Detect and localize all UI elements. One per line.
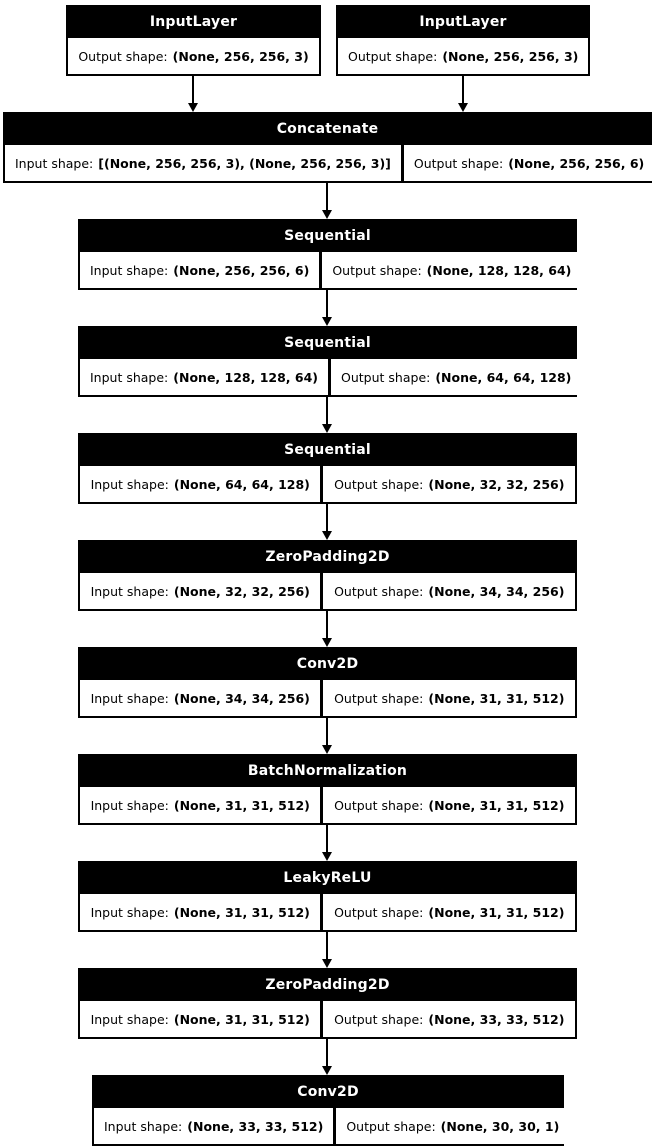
edge-arrow-seq3-to-zeropad1	[322, 504, 332, 540]
edge-line	[326, 290, 328, 318]
shape-label: Input shape:	[90, 262, 169, 278]
edge-line	[326, 718, 328, 746]
arrowhead-icon	[458, 103, 468, 112]
edge-arrow-seq1-to-seq2	[322, 290, 332, 326]
output-shape-cell	[323, 466, 575, 502]
arrowhead-icon	[322, 959, 332, 968]
edge-line	[326, 504, 328, 532]
layer-type-label: Sequential	[284, 441, 371, 458]
edge-line	[326, 397, 328, 425]
input-shape-cell	[5, 145, 401, 181]
arrowhead-icon	[322, 210, 332, 219]
output-shape-cell	[323, 1001, 575, 1037]
shape-label: Output shape:	[341, 369, 431, 385]
layer-type-label: LeakyReLU	[283, 869, 372, 886]
shape-label: Output shape:	[334, 583, 424, 599]
shape-value: (None, 33, 33, 512)	[428, 1011, 565, 1027]
edge-arrow-batchnorm-to-leakyrelu	[322, 825, 332, 861]
edge-line	[326, 1039, 328, 1067]
input-shape-cell	[80, 252, 319, 288]
output-shape-cell	[323, 787, 575, 823]
shape-label: Output shape:	[334, 476, 424, 492]
shape-label: Input shape:	[90, 797, 169, 813]
layer-type-label: Sequential	[284, 334, 371, 351]
layer-type-label: Concatenate	[276, 120, 379, 137]
output-shape-cell	[336, 1108, 569, 1144]
layer-type-label: ZeroPadding2D	[265, 976, 390, 993]
shape-value: (None, 64, 64, 128)	[173, 476, 310, 492]
shape-cells-row	[336, 38, 590, 76]
layer-node-conv1	[78, 647, 577, 718]
shape-value: (None, 34, 34, 256)	[173, 690, 310, 706]
edge-line	[326, 183, 328, 211]
shape-value: (None, 31, 31, 512)	[428, 797, 565, 813]
shape-value: (None, 256, 256, 3)	[442, 48, 579, 64]
edge-arrow-zeropad1-to-conv1	[322, 611, 332, 647]
output-shape-cell	[338, 38, 588, 74]
shape-value: (None, 30, 30, 1)	[440, 1118, 560, 1134]
edge-arrow-concat-to-seq1	[322, 183, 332, 219]
shape-value: (None, 32, 32, 256)	[173, 583, 310, 599]
arrowhead-icon	[322, 317, 332, 326]
shape-label: Input shape:	[90, 476, 169, 492]
output-shape-cell	[323, 573, 575, 609]
shape-value: (None, 256, 256, 6)	[508, 155, 645, 171]
shape-label: Output shape:	[348, 48, 438, 64]
shape-cells-row	[78, 787, 577, 825]
shape-value: (None, 31, 31, 512)	[173, 797, 310, 813]
layer-type-label: Conv2D	[297, 1083, 359, 1100]
shape-cells-row	[78, 359, 577, 397]
layer-node-seq1	[78, 219, 577, 290]
output-shape-cell	[323, 680, 575, 716]
layer-node-batchnorm	[78, 754, 577, 825]
arrowhead-icon	[188, 103, 198, 112]
input-shape-cell	[94, 1108, 333, 1144]
layer-type-label: Sequential	[284, 227, 371, 244]
shape-cells-row	[78, 1001, 577, 1039]
shape-label: Input shape:	[104, 1118, 183, 1134]
shape-label: Input shape:	[90, 904, 169, 920]
arrowhead-icon	[322, 638, 332, 647]
shape-value: (None, 31, 31, 512)	[173, 1011, 310, 1027]
shape-value: (None, 256, 256, 6)	[173, 262, 310, 278]
shape-label: Output shape:	[334, 690, 424, 706]
shape-label: Output shape:	[346, 1118, 436, 1134]
layer-node-seq3	[78, 433, 577, 504]
shape-value: (None, 34, 34, 256)	[428, 583, 565, 599]
input-shape-cell	[80, 573, 320, 609]
shape-label: Input shape:	[90, 369, 169, 385]
arrowhead-icon	[322, 745, 332, 754]
shape-value: (None, 33, 33, 512)	[187, 1118, 324, 1134]
edge-arrow-conv1-to-batchnorm	[322, 718, 332, 754]
shape-label: Output shape:	[413, 155, 504, 171]
shape-value: (None, 64, 64, 128)	[435, 369, 572, 385]
input-shape-cell	[80, 1001, 320, 1037]
shape-value: (None, 128, 128, 64)	[173, 369, 319, 385]
shape-label: Output shape:	[334, 1011, 424, 1027]
output-shape-cell	[68, 38, 319, 74]
arrowhead-icon	[322, 424, 332, 433]
shape-label: Input shape:	[90, 1011, 169, 1027]
arrowhead-icon	[322, 1066, 332, 1075]
edge-line	[326, 611, 328, 639]
layer-node-leakyrelu	[78, 861, 577, 932]
layer-node-zeropad1	[78, 540, 577, 611]
shape-value: (None, 32, 32, 256)	[428, 476, 565, 492]
layer-node-seq2	[78, 326, 577, 397]
input-shape-cell	[80, 359, 328, 395]
shape-label: Output shape:	[332, 262, 422, 278]
shape-cells-row	[92, 1108, 564, 1146]
edge-arrow-seq2-to-seq3	[322, 397, 332, 433]
shape-cells-row	[66, 38, 321, 76]
shape-cells-row	[3, 145, 652, 183]
shape-value: (None, 31, 31, 512)	[428, 904, 565, 920]
input-shape-cell	[80, 894, 320, 930]
edge-line	[326, 932, 328, 960]
shape-label: Input shape:	[90, 583, 169, 599]
shape-value: (None, 128, 128, 64)	[426, 262, 572, 278]
shape-label: Input shape:	[90, 690, 169, 706]
layer-node-zeropad2	[78, 968, 577, 1039]
shape-label: Output shape:	[334, 904, 424, 920]
input-shape-cell	[80, 680, 320, 716]
edge-line	[462, 76, 464, 104]
shape-label: Output shape:	[78, 48, 168, 64]
layer-node-conv2	[92, 1075, 564, 1146]
input-shape-cell	[80, 787, 320, 823]
shape-cells-row	[78, 252, 577, 290]
layer-type-label: InputLayer	[419, 13, 507, 30]
output-shape-cell	[322, 252, 581, 288]
shape-value: (None, 31, 31, 512)	[428, 690, 565, 706]
output-shape-cell	[404, 145, 654, 181]
layer-node-concat	[3, 112, 652, 183]
output-shape-cell	[323, 894, 575, 930]
edge-arrow-leakyrelu-to-zeropad2	[322, 932, 332, 968]
shape-value: [(None, 256, 256, 3), (None, 256, 256, 3)]	[98, 155, 391, 171]
layer-node-input2	[336, 5, 590, 76]
shape-cells-row	[78, 466, 577, 504]
layer-type-label: Conv2D	[296, 655, 359, 672]
shape-cells-row	[78, 680, 577, 718]
input-shape-cell	[80, 466, 320, 502]
shape-value: (None, 256, 256, 3)	[172, 48, 309, 64]
layer-node-input1	[66, 5, 321, 76]
layer-type-label: InputLayer	[149, 13, 238, 30]
output-shape-cell	[331, 359, 581, 395]
edge-line	[192, 76, 194, 104]
edge-arrow-zeropad2-to-conv2	[322, 1039, 332, 1075]
shape-cells-row	[78, 894, 577, 932]
shape-label: Input shape:	[15, 155, 94, 171]
arrowhead-icon	[322, 852, 332, 861]
edge-arrow-input1-to-concat	[188, 76, 198, 112]
shape-label: Output shape:	[334, 797, 424, 813]
shape-value: (None, 31, 31, 512)	[173, 904, 310, 920]
layer-type-label: ZeroPadding2D	[265, 548, 390, 565]
arrowhead-icon	[322, 531, 332, 540]
edge-arrow-input2-to-concat	[458, 76, 468, 112]
edge-line	[326, 825, 328, 853]
shape-cells-row	[78, 573, 577, 611]
layer-type-label: BatchNormalization	[247, 762, 408, 779]
